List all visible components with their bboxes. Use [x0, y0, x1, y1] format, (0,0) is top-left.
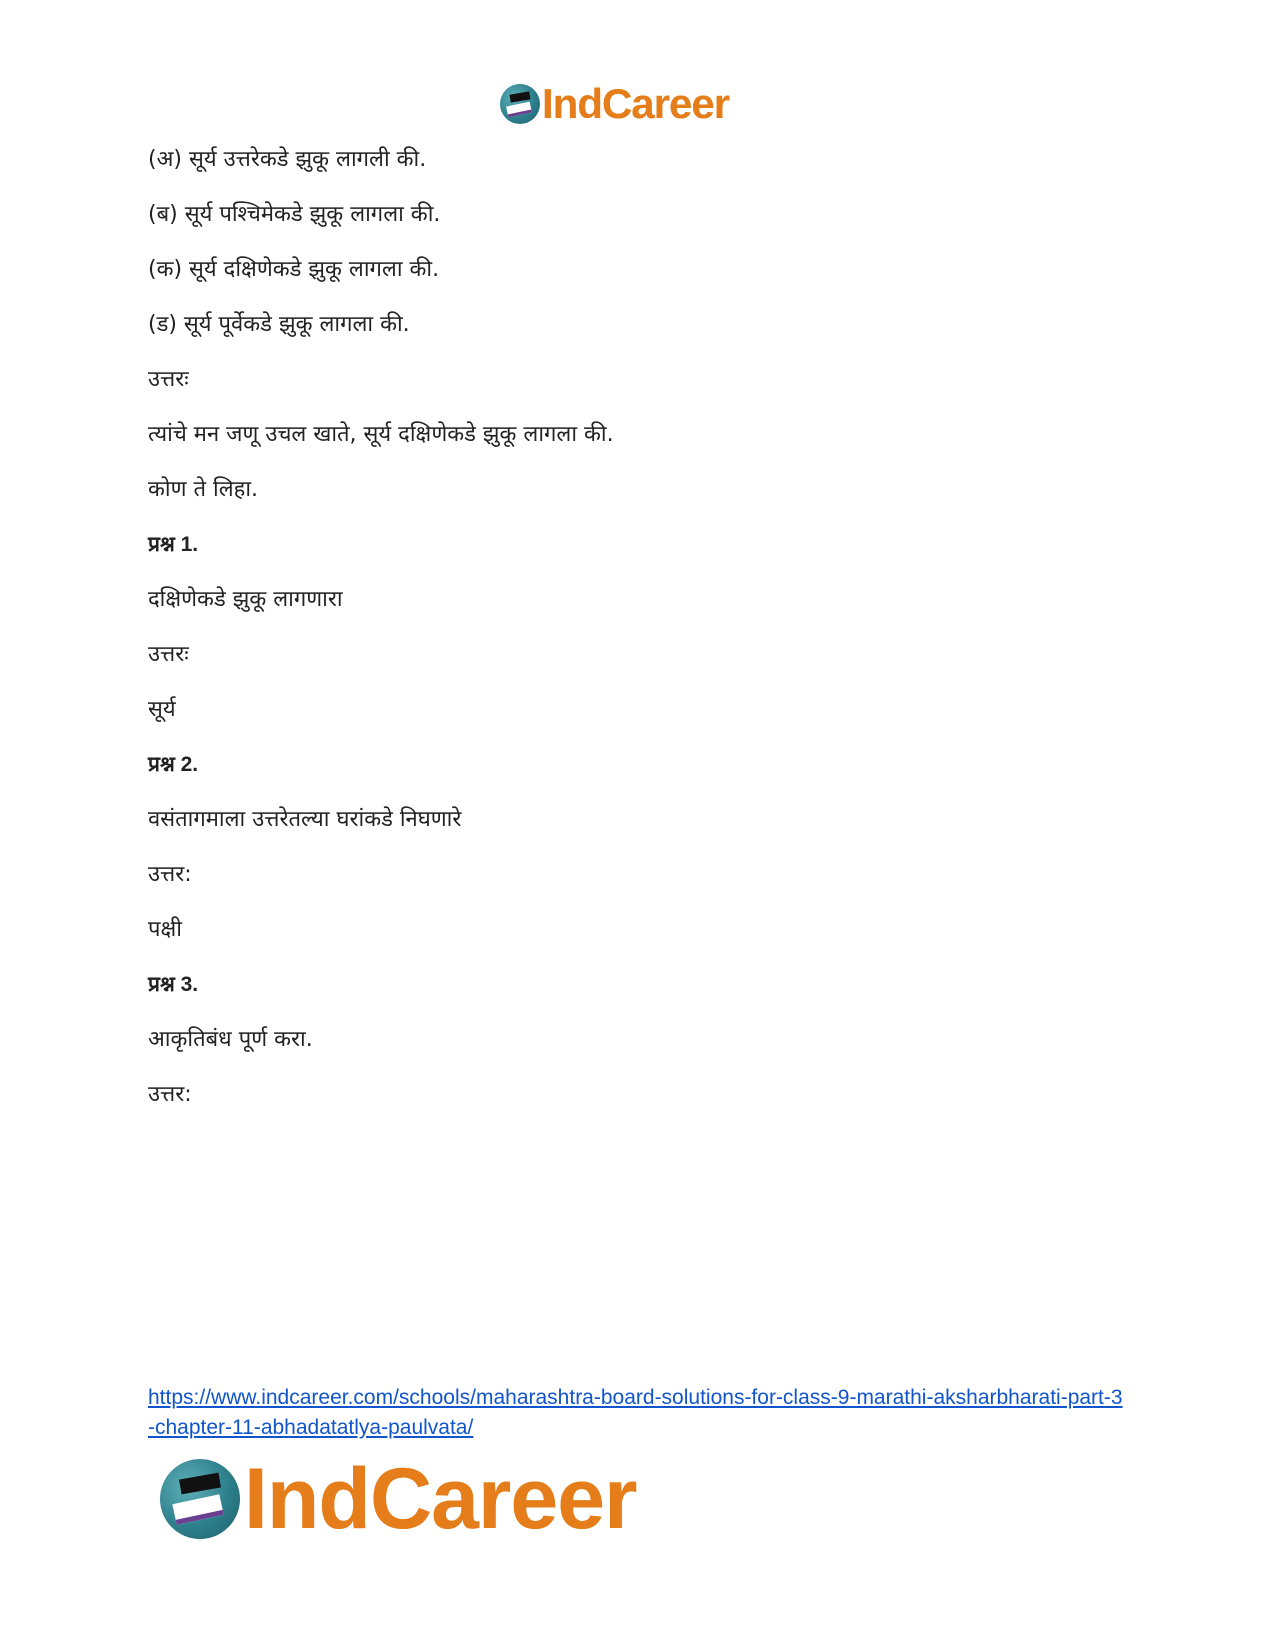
section-heading: कोण ते लिहा. [148, 477, 259, 502]
answer-text: त्यांचे मन जणू उचल खाते, सूर्य दक्षिणेकडे झुकू लागला की. [148, 422, 614, 447]
header-brand-text: IndCareer [542, 80, 730, 127]
footer-logo [160, 1451, 637, 1547]
option-c: (क) सूर्य दक्षिणेकडे झुकू लागला की. [148, 257, 440, 282]
answer-label: उत्तरः [148, 642, 189, 667]
footer-brand-text: IndCareer [244, 1451, 637, 1547]
answer-label: उत्तर: [148, 1082, 192, 1107]
question-2-label: प्रश्न 2. [148, 753, 199, 776]
question-3-text: आकृतिबंध पूर्ण करा. [148, 1027, 313, 1052]
graduation-cap-book-icon [500, 84, 540, 124]
option-a: (अ) सूर्य उत्तरेकडे झुकू लागली की. [148, 147, 427, 172]
document-body [148, 145, 1128, 1135]
graduation-cap-book-icon [160, 1459, 240, 1539]
answer-label: उत्तरः [148, 367, 189, 392]
answer-label: उत्तर: [148, 862, 192, 887]
question-3-label: प्रश्न 3. [148, 973, 199, 996]
answer-2-text: पक्षी [148, 917, 182, 942]
header-logo [500, 82, 729, 126]
question-2-text: वसंतागमाला उत्तरेतल्या घरांकडे निघणारे [148, 807, 462, 832]
question-1-label: प्रश्न 1. [148, 533, 199, 556]
option-d: (ड) सूर्य पूर्वेकडे झुकू लागला की. [148, 312, 410, 337]
option-b: (ब) सूर्य पश्चिमेकडे झुकू लागला की. [148, 202, 441, 227]
source-url-link[interactable]: https://www.indcareer.com/schools/maharashtra-board-solutions-for-class-9-marathi-aksharbharati-part-3-chapter-11-abhadatatlya-paulvata/ [148, 1386, 1123, 1439]
question-1-text: दक्षिणेकडे झुकू लागणारा [148, 587, 343, 612]
answer-1-text: सूर्य [148, 697, 176, 722]
